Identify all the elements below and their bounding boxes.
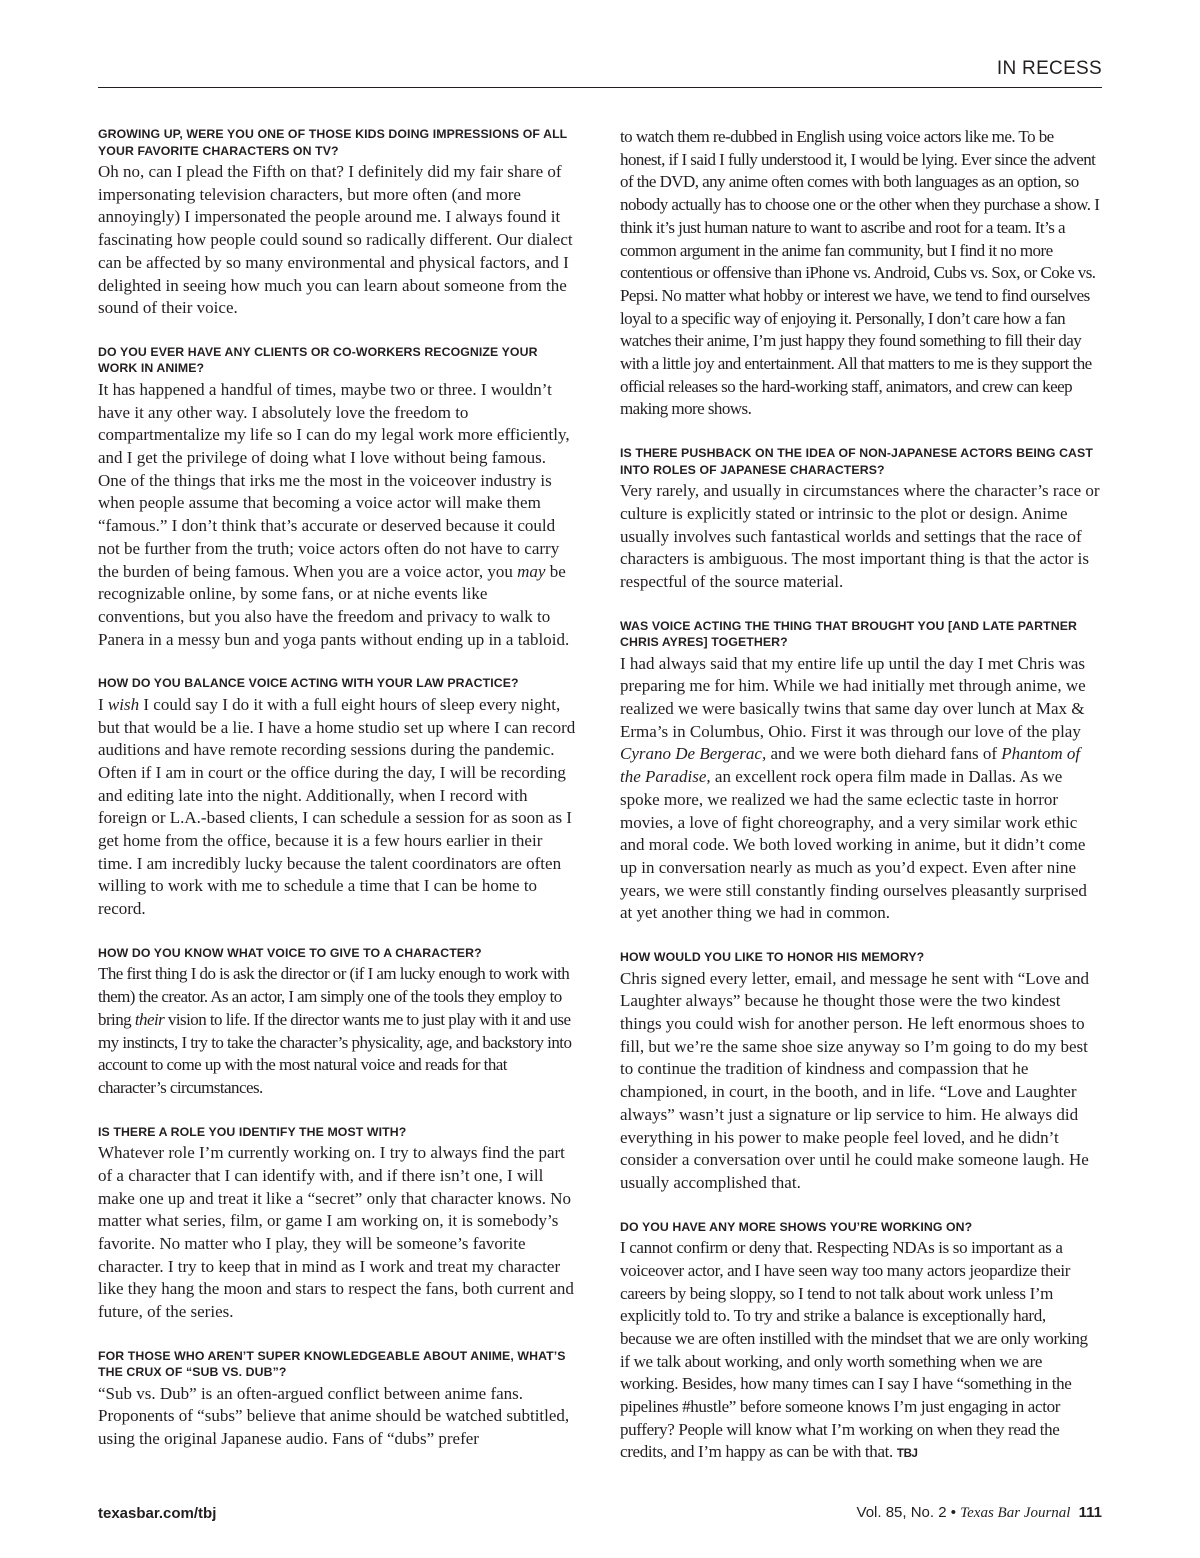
answer-part: and we were both diehard fans of [766, 744, 1002, 764]
qa-balance [98, 675, 578, 921]
answer-part: I [98, 694, 108, 714]
question-heading: IS THERE PUSHBACK ON THE IDEA OF NON-JAPANESE ACTORS BEING CAST INTO ROLES OF JAPANESE CHARACTERS? [620, 446, 1093, 477]
question-heading: GROWING UP, WERE YOU ONE OF THOSE KIDS DOING IMPRESSIONS OF ALL YOUR FAVORITE CHARACTERS ON TV? [98, 127, 568, 158]
answer-part: The first thing I do is ask the director or (if I am lucky enough to work with them) the creator. As an actor, I am simply one of the tools they employ to bring [98, 964, 570, 1029]
work-title: Cyrano De Bergerac, [620, 744, 767, 764]
answer-part: vision to life. If the director wants me to just play with it and use my instincts, I try to take the character’s physicality, age, and backstory into account to come up with the most natural voice and reads for that character’s circumstances. [98, 1009, 572, 1097]
qa-pushback [620, 445, 1100, 594]
footer-website-link[interactable]: texasbar.com/tbj [98, 1505, 217, 1522]
question-heading: HOW WOULD YOU LIKE TO HONOR HIS MEMORY? [620, 950, 925, 965]
answer-text [98, 694, 578, 921]
qa-together [620, 618, 1100, 925]
qa-sub-dub [98, 1348, 578, 1451]
question-heading: DO YOU HAVE ANY MORE SHOWS YOU’RE WORKING ON? [620, 1219, 973, 1234]
answer-part: I could say I do it with a full eight hours of sleep every night, but that would be a lie. I have a home studio set up where I can record auditions and have remote recording sessions during the pandemic. Often if I am in court or the office during the day, I will be recording and editing late into the night. Additionally, when I record with foreign or L.A.-based clients, I can schedule a session for as soon as I get home from the office, because it is a few hours earlier in their time. I am incredibly lucky because the talent coordinators are often willing to work with me to schedule a time that I can be home to record. [98, 694, 576, 919]
section-label: IN RECESS [996, 58, 1102, 79]
answer-emphasis: their [134, 1009, 165, 1029]
left-column [98, 126, 578, 1475]
question-heading: DO YOU EVER HAVE ANY CLIENTS OR CO-WORKERS RECOGNIZE YOUR WORK IN ANIME? [98, 344, 538, 376]
qa-voice [98, 945, 578, 1100]
question-heading: HOW DO YOU BALANCE VOICE ACTING WITH YOUR LAW PRACTICE? [98, 676, 519, 691]
answer-part: It has happened a handful of times, maybe two or three. I wouldn’t have it any other way. I absolutely love the freedom to compartmentalize my life so I can do my legal work more efficiently, and I get the privilege of doing what I love without being famous. One of the things that irks me the most in the voiceover industry is when people assume that becoming a voice actor will make them “famous.” I don’t think that’s accurate or deserved because it could not be further from the truth; voice actors often do not have to carry the burden of being famous. When you are a voice actor, you [98, 379, 570, 581]
answer-part: I had always said that my entire life up until the day I met Chris was preparing me for him. While we had initially met through anime, we realized we were basically twins that same day over lunch at Max & Erma’s in Columbus, Ohio. First it was through our love of the play [620, 653, 1086, 741]
page-number: 111 [1078, 1504, 1102, 1521]
qa-sub-dub-continued [620, 126, 1100, 421]
answer-text: Whatever role I’m currently working on. I try to always find the part of a character that I can identify with, and if there isn’t one, I will make one up and treat it like a “secret” only that character knows. No matter what series, film, or game I am working on, it is somebody’s favorite. No matter who I play, they will be someone’s favorite character. I try to keep that in mind as I work and treat my character like they hang the moon and stars to respect the fans, both current and future, of the series. [98, 1143, 574, 1322]
answer-text [98, 963, 578, 1099]
qa-recognize [98, 344, 578, 651]
answer-text: Very rarely, and usually in circumstances where the character’s race or culture is explicitly stated or intrinsic to the plot or design. Anime usually involves such fantastical worlds and settings that the race of characters is ambiguous. The most important thing is that the actor is respectful of the source material. [620, 481, 1100, 591]
header-rule [98, 87, 1102, 88]
answer-text: Oh no, can I plead the Fifth on that? I definitely did my fair share of impersonating television characters, but more often (and more annoyingly) I impersonated the people around me. I always found it fascinating how people could sound so radically different. Our dialect can be affected by so many environmental and physical factors, and I delighted in seeing how much you can learn about someone from the sound of their voice. [98, 162, 573, 318]
qa-more-shows [620, 1219, 1100, 1467]
qa-role [98, 1124, 578, 1324]
right-column [620, 126, 1100, 1490]
qa-impressions [98, 126, 578, 320]
footer-issue-info [857, 1504, 1102, 1522]
question-heading: WAS VOICE ACTING THE THING THAT BROUGHT YOU [AND LATE PARTNER CHRIS AYRES] TOGETHER? [620, 618, 1077, 650]
answer-text [98, 379, 578, 651]
work-title: Phantom of the Paradise, [620, 744, 1081, 787]
qa-memory [620, 949, 1100, 1195]
answer-emphasis: may [517, 561, 546, 581]
answer-text [620, 1237, 1100, 1466]
answer-part: I cannot confirm or deny that. Respecting NDAs is so important as a voiceover actor, and I have seen way too many actors jeopardize their careers by being sloppy, so I tend to not talk about work unless I’m explicitly told to. To try and strike a balance is exceptionally hard, because we are often instilled with the mindset that we are only working if we talk about working, and only worth something when we are working. Besides, how many times can I say I have “something in the pipelines #hustle” before someone knows I’m just engaging in actor puffery? People will know what I’m working on when they read the credits, and I’m happy as can be with that. [620, 1238, 1088, 1462]
answer-text: Chris signed every letter, email, and message he sent with “Love and Laughter always” because he thought those were the two kindest things you could wish for another person. He left enormous shoes to fill, but we’re the same shoe size anyway so I’m going to do my best to continue the tradition of kindness and compassion that he championed, in court, in the booth, and in life. “Love and Laughter always” wasn’t just a signature or lip service to him. He always did everything in his power to make people feel loved, and he didn’t consider a conversation over until he could make someone laugh. He usually accomplished that. [620, 968, 1090, 1192]
question-heading: HOW DO YOU KNOW WHAT VOICE TO GIVE TO A CHARACTER? [98, 945, 482, 960]
question-heading: FOR THOSE WHO AREN’T SUPER KNOWLEDGEABLE ABOUT ANIME, WHAT’S THE CRUX OF “SUB VS. DUB”? [98, 1348, 566, 1380]
question-heading: IS THERE A ROLE YOU IDENTIFY THE MOST WITH? [98, 1124, 407, 1139]
answer-part: be recognizable online, by some fans, or at niche events like conventions, but you also have the freedom and privacy to walk to Panera in a messy bun and yoga pants without ending up in a tabloid. [98, 561, 570, 649]
answer-emphasis: wish [107, 694, 140, 714]
end-mark: TBJ [896, 1448, 918, 1461]
answer-text: “Sub vs. Dub” is an often-argued conflict between anime fans. Proponents of “subs” believe that anime should be watched subtitled, using the original Japanese audio. Fans of “dubs” prefer [98, 1383, 570, 1449]
answer-text [620, 653, 1100, 925]
footer-volume: Vol. 85, No. 2 • [856, 1504, 956, 1521]
footer-journal-name: Texas Bar Journal [960, 1505, 1071, 1521]
answer-text: to watch them re-dubbed in English using voice actors like me. To be honest, if I said I fully understood it, I would be lying. Ever since the advent of the DVD, any anime often comes with both languages as an option, so nobody actually has to choose one or the other when they purchase a show. I think it’s just human nature to want to ascribe and root for a team. It’s a common argument in the anime fan community, but I find it no more contentious or offensive than iPhone vs. Android, Cubs vs. Sox, or Coke vs. Pepsi. No matter what hobby or interest we have, we tend to find ourselves loyal to a specific way of enjoying it. Personally, I don’t care how a fan watches their anime, I’m just happy they found something to fill their day with a little joy and entertainment. All that matters to me is they support the official releases so the hard-working staff, animators, and crew can keep making more shows. [620, 127, 1100, 419]
answer-part: an excellent rock opera film made in Dallas. As we spoke more, we realized we had the same eclectic taste in horror movies, a love of fight choreography, and a very similar work ethic and moral code. We both loved working in anime, but it didn’t come up in conversation nearly as much as you’d expect. Even after nine years, we were still constantly finding ourselves pleasantly surprised at yet another thing we had in common. [620, 767, 1087, 923]
